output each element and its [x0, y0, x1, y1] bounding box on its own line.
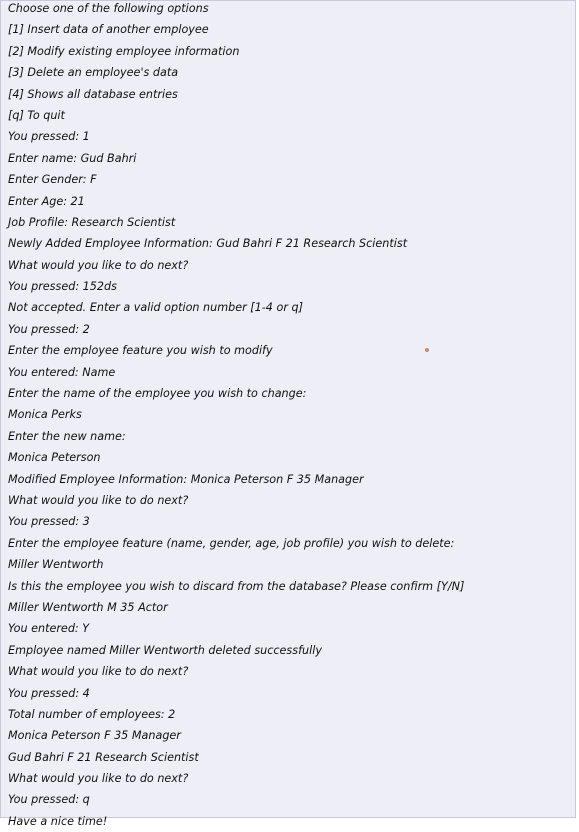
console-line: Is this the employee you wish to discard from the database? Please confirm [Y/N] — [8, 579, 465, 593]
console-line: [1] Insert data of another employee — [8, 23, 209, 37]
console-line: Have a nice time! — [8, 814, 108, 828]
console-line: Modified Employee Information: Monica Peterson F 35 Manager — [8, 472, 364, 486]
console-line: Employee named Miller Wentworth deleted successfully — [8, 643, 322, 657]
console-line: You entered: Name — [8, 365, 116, 379]
stray-dot — [425, 348, 429, 352]
console-line: What would you like to do next? — [8, 665, 189, 679]
console-line: Enter name: Gud Bahri — [8, 151, 137, 165]
console-line: [4] Shows all database entries — [8, 87, 178, 101]
console-line: Not accepted. Enter a valid option number [1-4 or q] — [8, 301, 303, 315]
console-line: Enter Age: 21 — [8, 194, 85, 208]
console-lines — [8, 0, 574, 832]
console-line: You pressed: 1 — [8, 130, 90, 144]
console-line: You entered: Y — [8, 622, 90, 636]
console-line: Enter the name of the employee you wish to change: — [8, 387, 307, 401]
console-line: Job Profile: Research Scientist — [8, 215, 176, 229]
console-line: You pressed: q — [8, 793, 90, 807]
console-line: Enter the employee feature you wish to modify — [8, 344, 273, 358]
console-line: What would you like to do next? — [8, 772, 189, 786]
console-line: What would you like to do next? — [8, 258, 189, 272]
console-line: Miller Wentworth — [8, 558, 104, 572]
console-line: Enter the new name: — [8, 429, 126, 443]
console-line: Gud Bahri F 21 Research Scientist — [8, 750, 199, 764]
console-line: Choose one of the following options — [8, 2, 209, 15]
console-line: You pressed: 152ds — [8, 280, 117, 294]
console-line: Enter Gender: F — [8, 173, 97, 187]
console-line: You pressed: 3 — [8, 515, 90, 529]
console-line: Miller Wentworth M 35 Actor — [8, 600, 168, 614]
console-line: Monica Perks — [8, 408, 82, 422]
console-line: Monica Peterson — [8, 451, 101, 465]
console-line: What would you like to do next? — [8, 493, 189, 507]
console-line: You pressed: 4 — [8, 686, 90, 700]
console-line: [2] Modify existing employee information — [8, 44, 240, 58]
console-line: Total number of employees: 2 — [8, 707, 176, 721]
console-line: [3] Delete an employee's data — [8, 66, 179, 80]
console-line: [q] To quit — [8, 108, 65, 122]
console-line: Enter the employee feature (name, gender, age, job profile) you wish to delete: — [8, 536, 455, 550]
console-line: You pressed: 2 — [8, 322, 90, 336]
console-line: Newly Added Employee Information: Gud Bahri F 21 Research Scientist — [8, 237, 408, 251]
console-line: Monica Peterson F 35 Manager — [8, 729, 181, 743]
